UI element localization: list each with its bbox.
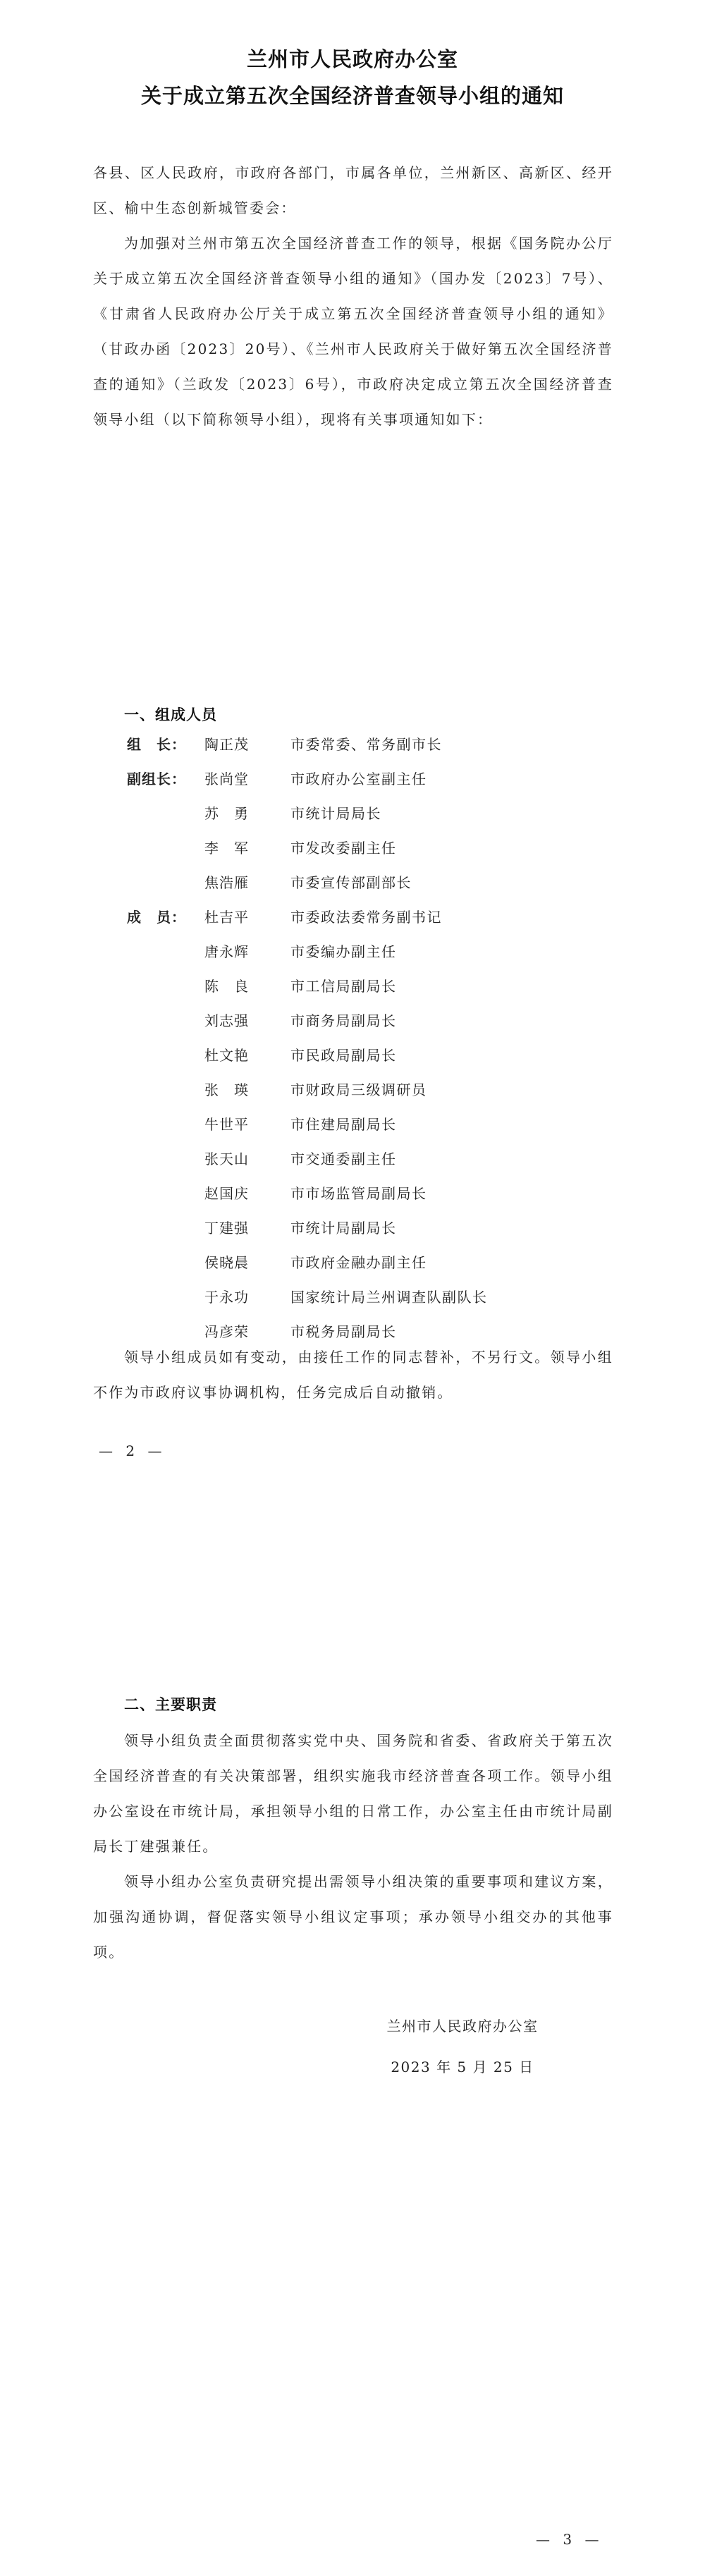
member-name: 杜吉平: [204, 909, 249, 926]
member-name: 杜文艳: [204, 1047, 249, 1064]
member-name: 丁建强: [204, 1220, 249, 1237]
issuer-signature: 兰州市人民政府办公室: [386, 2018, 539, 2035]
member-position: 市统计局局长: [290, 805, 381, 822]
member-position: 市统计局副局长: [290, 1220, 397, 1237]
member-name: 苏 勇: [204, 805, 249, 822]
intro-body: 为加强对兰州市第五次全国经济普查工作的领导，根据《国务院办公厅关于成立第五次全国经济普查领导小组的通知》（国办发〔2023〕7号）、《甘肃省人民政府办公厅关于成立第五次全国经济普查领导小组的通知》（甘政办函〔2023〕20号）、《兰州市人民政府关于做好第五次全国经济普查的通知》（兰政发〔2023〕6号），市政府决定成立第五次全国经济普查领导小组（以下简称领导小组），现将有关事项通知如下：: [93, 235, 613, 428]
member-name: 张天山: [204, 1151, 249, 1167]
issue-date: 2023 年 5 月 25 日: [391, 2059, 534, 2075]
member-position: 市住建局副局长: [290, 1116, 397, 1133]
member-position: 市政府金融办副主任: [290, 1254, 427, 1271]
member-position: 市委宣传部副部长: [290, 874, 412, 891]
member-name: 刘志强: [204, 1012, 249, 1029]
member-role: 组 长：: [127, 736, 186, 753]
document-title-line1: 兰州市人民政府办公室: [246, 47, 458, 71]
member-position: 市市场监管局副局长: [290, 1185, 427, 1202]
member-name: 焦浩雁: [204, 874, 249, 891]
member-position: 市交通委副主任: [290, 1151, 397, 1167]
duties-paragraph-1: 领导小组负责全面贯彻落实党中央、国务院和省委、省政府关于第五次全国经济普查的有关决策部署，组织实施我市经济普查各项工作。领导小组办公室设在市统计局，承担领导小组的日常工作，办公室主任由市统计局副局长丁建强兼任。: [93, 1732, 613, 1855]
member-position: 市民政局副局长: [290, 1047, 397, 1064]
member-position: 市委常委、常务副市长: [290, 736, 442, 753]
member-role: 副组长：: [127, 771, 186, 787]
document-title-line2: 关于成立第五次全国经济普查领导小组的通知: [140, 84, 564, 108]
member-position: 市委政法委常务副书记: [290, 909, 442, 926]
member-position: 市工信局副局长: [290, 978, 397, 995]
member-name: 牛世平: [204, 1116, 249, 1133]
member-name: 张 瑛: [204, 1081, 249, 1098]
member-name: 陈 良: [204, 978, 249, 995]
member-position: 市财政局三级调研员: [290, 1081, 427, 1098]
addressees: 各县、区人民政府，市政府各部门，市属各单位，兰州新区、高新区、经开区、榆中生态创新城管委会：: [93, 164, 613, 216]
member-name: 唐永辉: [204, 943, 249, 960]
member-name: 侯晓晨: [204, 1254, 249, 1271]
page-number-3: — 3 —: [536, 2531, 603, 2548]
member-position: 市税务局副局长: [290, 1323, 397, 1340]
member-role: 成 员：: [127, 909, 186, 926]
member-position: 国家统计局兰州调查队副队长: [290, 1289, 488, 1306]
member-name: 张尚堂: [204, 771, 249, 787]
member-position: 市发改委副主任: [290, 840, 397, 857]
member-name: 陶正茂: [204, 736, 249, 753]
member-position: 市商务局副局长: [290, 1012, 397, 1029]
member-position: 市委编办副主任: [290, 943, 397, 960]
section1-heading: 一、组成人员: [124, 706, 217, 723]
member-position: 市政府办公室副主任: [290, 771, 427, 787]
page-number-2: — 2 —: [99, 1442, 166, 1459]
member-name: 于永功: [204, 1289, 249, 1306]
member-note: 领导小组成员如有变动，由接任工作的同志替补，不另行文。领导小组不作为市政府议事协调机构，任务完成后自动撤销。: [93, 1349, 613, 1401]
member-name: 赵国庆: [204, 1185, 249, 1202]
section2-heading: 二、主要职责: [124, 1696, 217, 1713]
duties-paragraph-2: 领导小组办公室负责研究提出需领导小组决策的重要事项和建议方案，加强沟通协调，督促落实领导小组议定事项；承办领导小组交办的其他事项。: [93, 1873, 613, 1961]
member-name: 冯彦荣: [204, 1323, 249, 1340]
member-name: 李 军: [204, 840, 249, 857]
